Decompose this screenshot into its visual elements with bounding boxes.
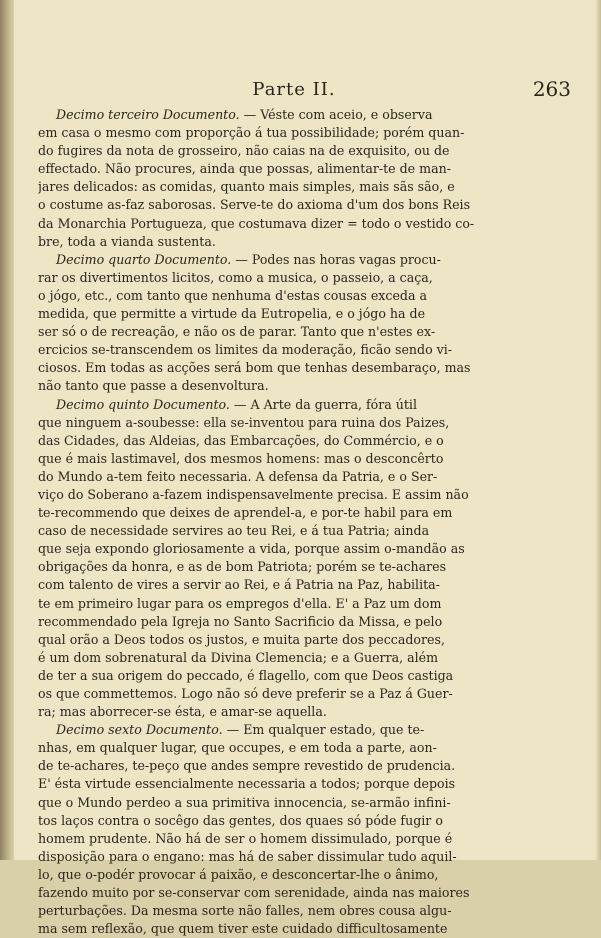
text-line: ser só o de recreação, e não os de parar. Tanto que n'estes ex-	[38, 324, 436, 340]
section-title: Decimo quinto Documento.	[56, 396, 230, 412]
text-line: effectado. Não procures, ainda que possas, alimentar-te de man-	[38, 161, 451, 177]
page-header	[14, 79, 601, 105]
text-line: nhas, em qualquer lugar, que occupes, e em toda a parte, aon-	[38, 740, 437, 756]
text-line: com talento de vires a servir ao Rei, e á Patria na Paz, habilita-	[38, 577, 440, 593]
text-line: bre, toda a vianda sustenta.	[38, 233, 216, 249]
running-title: Parte II.	[252, 79, 336, 100]
text-line: fazendo muito por se-conservar com serenidade, ainda nas maiores	[38, 885, 470, 901]
text-line: jares delicados: as comidas, quanto mais simples, mais sãs são, e	[38, 179, 455, 195]
book-spine-shadow	[0, 0, 14, 860]
text-line: ercicios se-transcendem os limites da moderação, ficão sendo vi-	[38, 342, 453, 358]
text-line: homem prudente. Não há de ser o homem dissimulado, porque é	[38, 830, 453, 846]
text-line: Decimo quinto Documento. — A Arte da guerra, fóra útil	[56, 396, 417, 412]
text-line: E' ésta virtude essencialmente necessaria a todos; porque depois	[38, 776, 456, 792]
text-line: recommendado pela Igreja no Santo Sacrificio da Missa, e pelo	[38, 613, 443, 629]
text-line: qual orão a Deos todos os justos, e muita parte dos peccadores,	[38, 631, 445, 647]
text-line: não tanto que passe a desenvoltura.	[38, 378, 269, 394]
section-title: Decimo sexto Documento.	[56, 722, 223, 738]
section-title: Decimo terceiro Documento.	[56, 107, 240, 122]
text-line: que o Mundo perdeo a sua primitiva innocencia, se-armão infini-	[38, 794, 451, 810]
text-line: te-recommendo que deixes de aprendel-a, e por-te habil para em	[38, 505, 453, 521]
text-line: Decimo sexto Documento. — Em qualquer estado, que te-	[56, 722, 425, 738]
text-line: tos laços contra o socêgo das gentes, dos quaes só póde fugir o	[38, 812, 443, 828]
text-line: lo, que o-podér provocar á paixão, e desconcertar-lhe o ânimo,	[38, 866, 439, 882]
text-line: o jógo, etc., com tanto que nenhuma d'estas cousas exceda a	[38, 287, 427, 303]
text-line: rar os divertimentos licitos, como a musica, o passeio, a caça,	[38, 269, 433, 285]
text-line: de te-achares, te-peço que andes sempre revestido de prudencia.	[38, 758, 456, 774]
body-text	[38, 106, 583, 938]
text-line: que ninguem a-soubesse: ella se-inventou para ruina dos Paizes,	[38, 414, 450, 430]
text-line: os que commettemos. Logo não só deve preferir se a Paz á Guer-	[38, 686, 453, 701]
text-line: medida, que permitte a virtude da Eutropelia, e o jógo ha de	[38, 306, 426, 322]
text-line: que seja expondo gloriosamente a vida, porque assim o-mandão as	[38, 541, 465, 557]
text-line: caso de necessidade servires ao teu Rei, e á tua Patria; ainda	[38, 523, 430, 539]
text-line: Decimo quarto Documento. — Podes nas horas vagas procu-	[56, 251, 441, 267]
text-line: ciosos. Em todas as acções será bom que tenhas desembaraço, mas	[38, 360, 471, 376]
text-line: que é mais lastimavel, dos mesmos homens: mas o desconcêrto	[38, 450, 444, 466]
text-line: do Mundo a-tem feito necessaria. A defensa da Patria, e o Ser-	[38, 468, 438, 484]
text-line: Decimo terceiro Documento. — Véste com aceio, e observa	[56, 107, 433, 122]
text-line: te em primeiro lugar para os empregos d'ella. E' a Paz um dom	[38, 595, 442, 611]
text-line: de ter a sua origem do peccado, é flagello, com que Deos castiga	[38, 667, 454, 683]
text-line: é um dom sobrenatural da Divina Clemencia; e a Guerra, além	[38, 649, 439, 665]
text-line: da Monarchia Portugueza, que costumava dizer = todo o vestido co-	[38, 215, 475, 231]
text-line: obrigações da honra, e as de bom Patriota; porém se te-achares	[38, 559, 447, 575]
book-page	[14, 0, 601, 937]
section-title: Decimo quarto Documento.	[56, 251, 232, 267]
text-line: ra; mas aborrecer-se ésta, e amar-se aquella.	[38, 704, 327, 720]
page-number: 263	[532, 77, 571, 101]
text-line: em casa o mesmo com proporção á tua possibilidade; porém quan-	[38, 125, 465, 141]
text-line: das Cidades, das Aldeias, das Embarcações, do Commércio, e o	[38, 432, 444, 448]
text-line: disposição para o engano: mas há de saber dissimular tudo aquil-	[38, 848, 457, 864]
text-line: o costume as-faz saborosas. Serve-te do axioma d'um dos bons Reis	[38, 197, 471, 213]
text-line: ma sem reflexão, que quem tiver este cuidado difficultosamente	[38, 921, 448, 937]
text-line: perturbações. Da mesma sorte não falles, nem obres cousa algu-	[38, 903, 452, 919]
text-line: viço do Soberano a-fazem indispensavelmente precisa. E assim não	[38, 486, 469, 502]
text-line: do fugires da nota de grosseiro, não caias na de exquisito, ou de	[38, 143, 450, 159]
